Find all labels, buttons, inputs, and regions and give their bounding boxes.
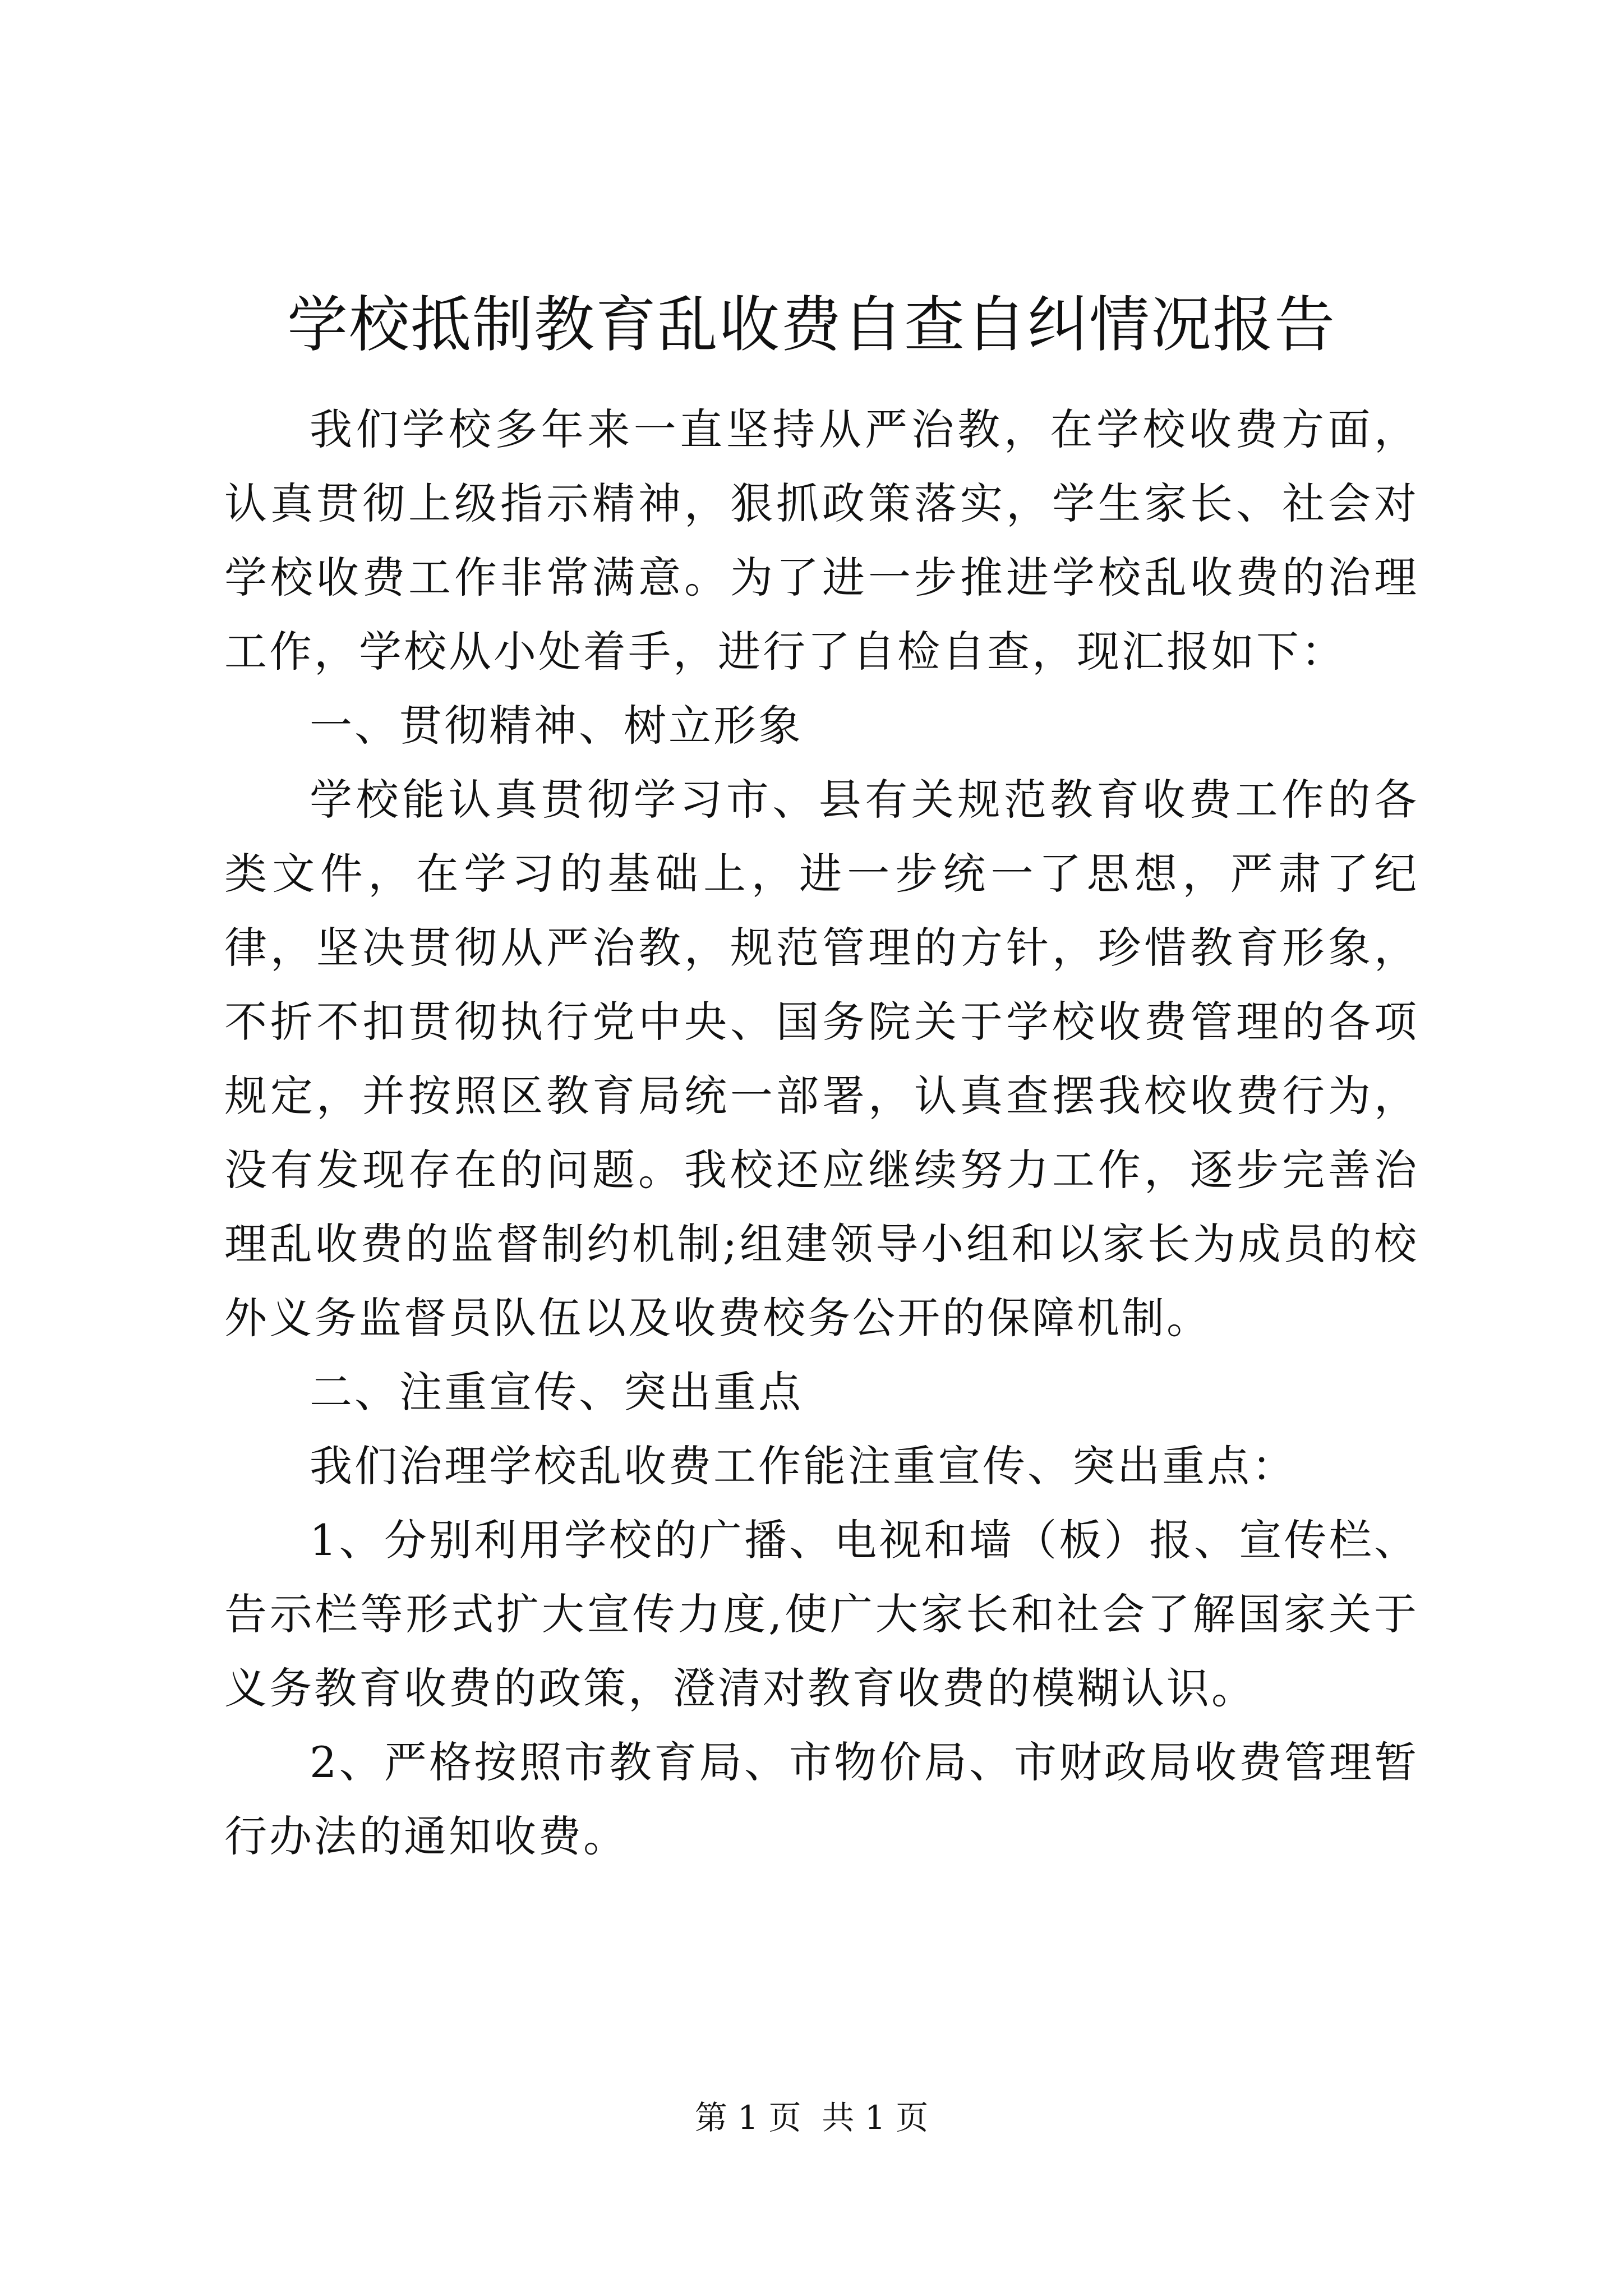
intro-paragraph: 我们学校多年来一直坚持从严治教，在学校收费方面，认真贯彻上级指示精神，狠抓政策落实，学生家长、社会对学校收费工作非常满意。为了进一步推进学校乱收费的治理工作，学校从小处着手，进行了自检自查，现汇报如下： bbox=[224, 404, 1419, 677]
section-heading-1: 一、贯彻精神、树立形象 bbox=[310, 701, 803, 751]
section-2-intro: 我们治理学校乱收费工作能注重宣传、突出重点： bbox=[310, 1441, 1297, 1491]
section-2-item-2: 2、严格按照市教育局、市物价局、市财政局收费管理暂行办法的通知收费。 bbox=[224, 1737, 1419, 1861]
document-title: 学校抵制教育乱收费自查自纠情况报告 bbox=[287, 290, 1336, 360]
section-1-paragraph: 学校能认真贯彻学习市、县有关规范教育收费工作的各类文件，在学习的基础上，进一步统一了思想，严肃了纪律，坚决贯彻从严治教，规范管理的方针，珍惜教育形象，不折不扣贯彻执行党中央、国务院关于学校收费管理的各项规定，并按照区教育局统一部署，认真查摆我校收费行为，没有发现存在的问题。我校还应继续努力工作，逐步完善治理乱收费的监督制约机制;组建领导小组和以家长为成员的校外义务监督员队伍以及收费校务公开的保障机制。 bbox=[224, 775, 1419, 1343]
section-2-item-1: 1、分别利用学校的广播、电视和墙（板）报、宣传栏、告示栏等形式扩大宣传力度,使广大家长和社会了解国家关于义务教育收费的政策，澄清对教育收费的模糊认识。 bbox=[224, 1515, 1419, 1713]
page-footer bbox=[0, 2095, 1623, 2140]
section-heading-2: 二、注重宣传、突出重点 bbox=[310, 1367, 803, 1417]
document-body bbox=[224, 393, 1419, 1874]
page-number: 第 1 页 共 1 页 bbox=[694, 2099, 929, 2137]
